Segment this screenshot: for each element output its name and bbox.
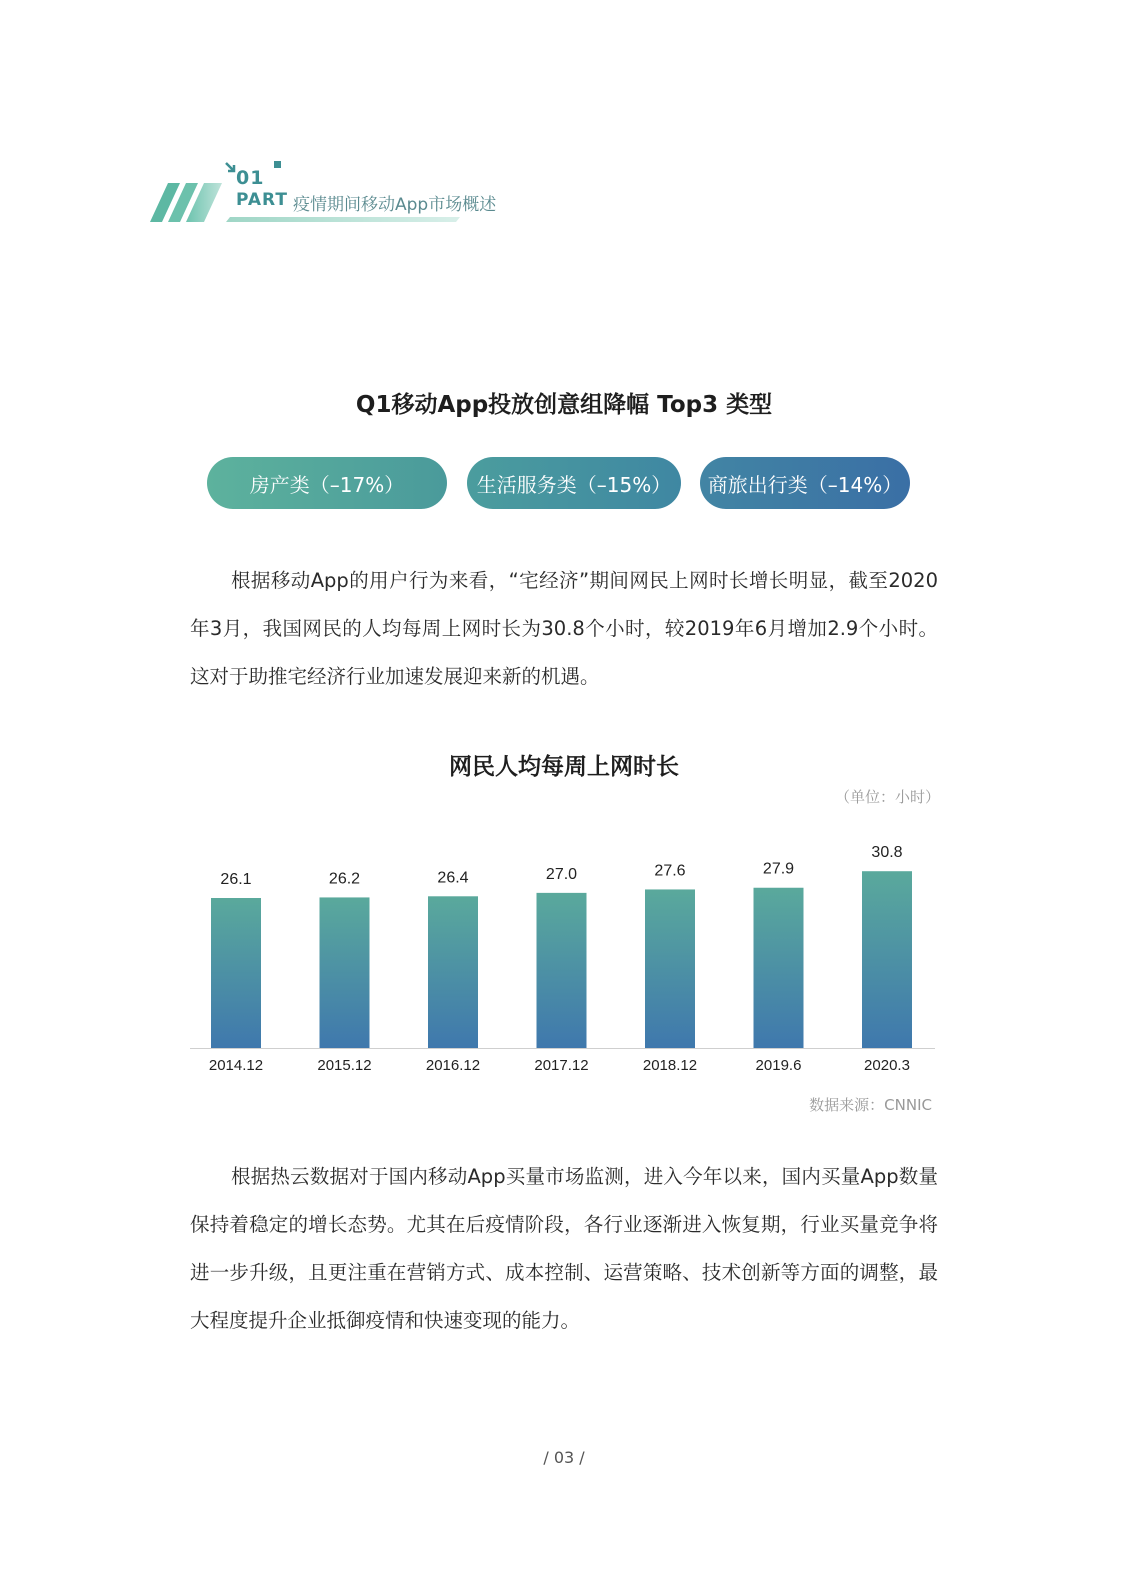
part-number: 01 bbox=[236, 167, 265, 189]
bar-chart bbox=[185, 825, 945, 1080]
data-label: 27.9 bbox=[762, 860, 795, 878]
x-tick-label: 2015.12 bbox=[317, 1057, 372, 1074]
part-word: PART bbox=[236, 190, 288, 210]
arrow-down-right-icon bbox=[226, 163, 234, 171]
x-tick-label: 2017.12 bbox=[534, 1057, 589, 1074]
data-label: 27.0 bbox=[545, 865, 578, 883]
data-label: 26.1 bbox=[220, 871, 252, 888]
chart-unit: （单位：小时） bbox=[834, 788, 940, 806]
data-label: 27.6 bbox=[654, 862, 686, 880]
data-label: 30.8 bbox=[871, 844, 903, 862]
bar-2020.3 bbox=[862, 871, 912, 1048]
x-tick-label: 2019.6 bbox=[755, 1057, 802, 1074]
chart-title: 网民人均每周上网时长 bbox=[449, 754, 679, 780]
section-header bbox=[150, 155, 530, 230]
pill-category-2: 生活服务类（–15%） bbox=[467, 457, 681, 509]
bar-2019.6 bbox=[754, 888, 804, 1048]
bar-2017.12 bbox=[537, 893, 587, 1048]
paragraph-2: 根据热云数据对于国内移动App买量市场监测，进入今年以来，国内买量App数量保持着稳定的增长态势。尤其在后疫情阶段，各行业逐渐进入恢复期，行业买量竞争将进一步升级，且更注重在营销方式、成本控制、运营策略、技术创新等方面的调整，最大程度提升企业抵御疫情和快速变现的能力。 bbox=[190, 1165, 938, 1332]
x-tick-label: 2018.12 bbox=[642, 1057, 698, 1074]
data-label: 26.4 bbox=[437, 869, 469, 887]
chart-source: 数据来源：CNNIC bbox=[809, 1096, 932, 1114]
pill-category-3: 商旅出行类（–14%） bbox=[700, 457, 910, 509]
x-tick-label: 2016.12 bbox=[425, 1057, 481, 1074]
section-heading: Q1移动App投放创意组降幅 Top3 类型 bbox=[355, 392, 773, 418]
page-number: / 03 / bbox=[543, 1448, 585, 1467]
x-tick-label: 2014.12 bbox=[208, 1057, 264, 1074]
section-title: 疫情期间移动App市场概述 bbox=[293, 195, 497, 215]
bar-2014.12 bbox=[211, 898, 261, 1048]
bar-2016.12 bbox=[428, 896, 478, 1048]
x-tick-label: 2020.3 bbox=[864, 1057, 910, 1074]
bar-2018.12 bbox=[645, 889, 695, 1048]
paragraph-1: 根据移动App的用户行为来看，“宅经济”期间网民上网时长增长明显，截至2020年3月，我国网民的人均每周上网时长为30.8个小时，较2019年6月增加2.9个小时。这对于助推宅经济行业加速发展迎来新的机遇。 bbox=[190, 569, 938, 688]
pill-category-1: 房产类（–17%） bbox=[207, 457, 447, 509]
square-icon bbox=[274, 161, 281, 168]
bar-2015.12 bbox=[320, 897, 370, 1048]
data-label: 26.2 bbox=[328, 870, 361, 888]
